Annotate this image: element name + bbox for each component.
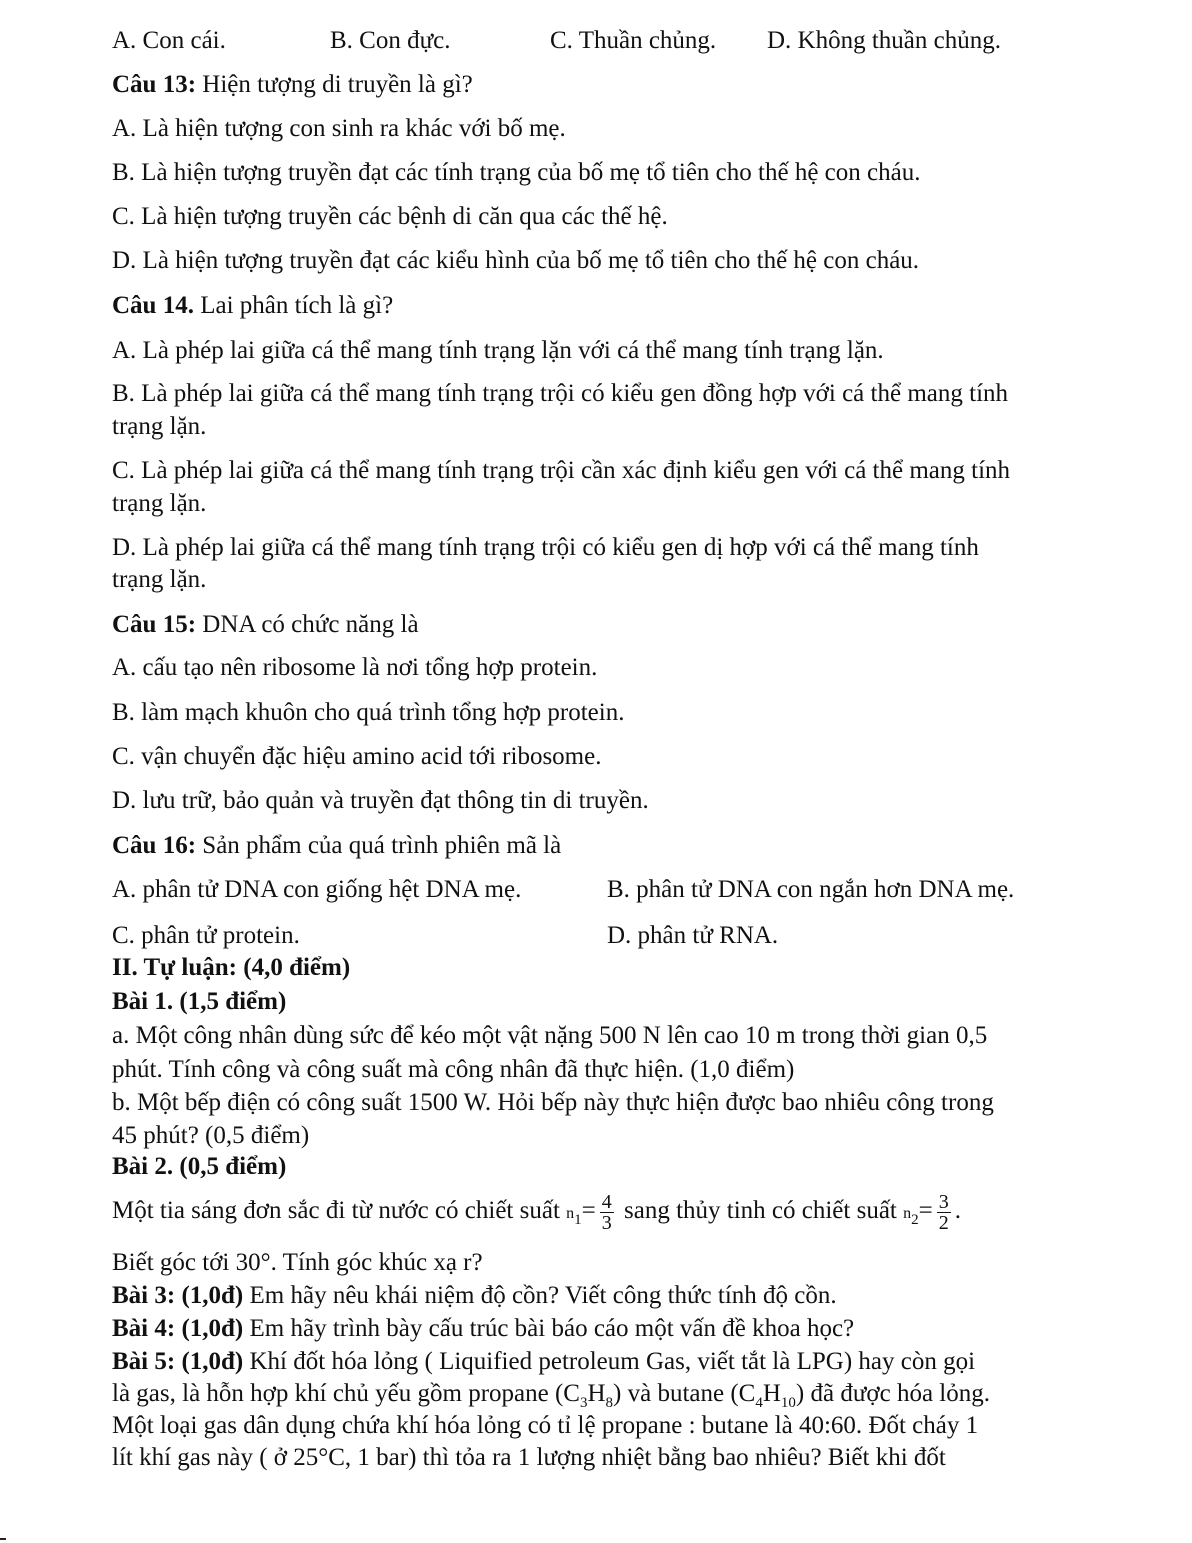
bai5-label: Bài 5: (1,0đ) — [112, 1348, 244, 1375]
bai3 — [112, 1281, 837, 1311]
bai5-text-2c: ) và butane (C — [613, 1380, 756, 1407]
n2-equals: = — [918, 1197, 933, 1224]
q12-option-c: C. Thuần chủng. — [550, 27, 717, 54]
q15-option-a: A. cấu tạo nên ribosome là nơi tổng hợp protein. — [112, 654, 598, 681]
bai5-line1 — [112, 1347, 975, 1377]
bai5-line4: lít khí gas này ( ở 25°C, 1 bar) thì tỏa ra 1 lượng nhiệt bằng bao nhiêu? Biết khi đốt — [112, 1444, 946, 1471]
q12-option-b: B. Con đực. — [330, 27, 451, 54]
q16-option-d: D. phân tử RNA. — [607, 922, 779, 949]
q13-option-d: D. Là hiện tượng truyền đạt các kiểu hình của bố mẹ tổ tiên cho thế hệ con cháu. — [112, 247, 920, 274]
part2-heading-text: II. Tự luận: (4,0 điểm) — [112, 954, 351, 981]
bai2-line2: Biết góc tới 30°. Tính góc khúc xạ r? — [112, 1249, 483, 1276]
q16-text: Sản phẩm của quá trình phiên mã là — [196, 832, 562, 859]
q13-text: Hiện tượng di truyền là gì? — [196, 71, 473, 98]
bai2-heading-text: Bài 2. (0,5 điểm) — [112, 1153, 287, 1180]
bai1-b-line1: b. Một bếp điện có công suất 1500 W. Hỏi bếp này thực hiện được bao nhiêu công trong — [112, 1089, 994, 1116]
n2-denominator: 2 — [938, 1211, 949, 1234]
q14-text: Lai phân tích là gì? — [193, 292, 394, 319]
n2-numerator: 3 — [938, 1190, 949, 1213]
butane-h-subscript: 10 — [780, 1395, 796, 1411]
q14-option-a: A. Là phép lai giữa cá thể mang tính trạng lặn với cá thể mang tính trạng lặn. — [112, 337, 884, 364]
q13-question — [112, 70, 473, 100]
q13-label: Câu 13: — [112, 71, 197, 98]
n1-subscript: 1 — [574, 1212, 582, 1228]
bai4 — [112, 1314, 854, 1344]
q15-option-c: C. vận chuyển đặc hiệu amino acid tới ribosome. — [112, 743, 602, 770]
bai1-heading — [112, 987, 286, 1017]
butane-c-subscript: 4 — [755, 1395, 763, 1411]
part2-heading — [112, 953, 350, 983]
q13-option-c: C. Là hiện tượng truyền các bệnh di căn qua các thế hệ. — [112, 203, 668, 230]
q14-option-b-line2: trạng lặn. — [112, 413, 207, 440]
bai3-text: Em hãy nêu khái niệm độ cồn? Viết công thức tính độ cồn. — [243, 1282, 837, 1309]
bai4-label: Bài 4: (1,0đ) — [112, 1315, 244, 1342]
bai1-a-line2: phút. Tính công và công suất mà công nhân đã thực hiện. (1,0 điểm) — [112, 1056, 795, 1083]
q16-option-a: A. phân tử DNA con giống hệt DNA mẹ. — [112, 876, 522, 903]
bai2-text-2: sang thủy tinh có chiết suất — [617, 1197, 904, 1224]
bai5-text-2a: là gas, là hỗn hợp khí chủ yếu gồm propane (C — [112, 1380, 580, 1407]
bai5-text-2e: ) đã được hóa lỏng. — [795, 1380, 991, 1407]
bai5-text-1: Khí đốt hóa lỏng ( Liquified petroleum Gas, viết tắt là LPG) hay còn gọi — [243, 1348, 976, 1375]
bai1-a-line1: a. Một công nhân dùng sức để kéo một vật nặng 500 N lên cao 10 m trong thời gian 0,5 — [112, 1022, 988, 1049]
q12-option-a: A. Con cái. — [112, 27, 226, 54]
q16-option-b: B. phân tử DNA con ngắn hơn DNA mẹ. — [607, 876, 1015, 903]
bai1-b-line2: 45 phút? (0,5 điểm) — [112, 1122, 310, 1149]
propane-h-subscript: 8 — [605, 1395, 614, 1411]
n1-numerator: 4 — [601, 1190, 612, 1213]
bai5-text-2b: H — [587, 1380, 606, 1407]
q16-option-c: C. phân tử protein. — [112, 922, 300, 949]
q14-option-d-line1: D. Là phép lai giữa cá thể mang tính trạng trội có kiểu gen dị hợp với cá thể mang tính — [112, 534, 979, 561]
q15-label: Câu 15: — [112, 611, 197, 638]
q12-option-d: D. Không thuần chủng. — [767, 27, 1001, 54]
q14-option-c-line1: C. Là phép lai giữa cá thể mang tính trạng trội cần xác định kiểu gen với cá thể mang tính — [112, 457, 1011, 484]
q15-question — [112, 610, 419, 640]
bai4-text: Em hãy trình bày cấu trúc bài báo cáo một vấn đề khoa học? — [243, 1315, 855, 1342]
q14-option-b-line1: B. Là phép lai giữa cá thể mang tính trạng trội có kiểu gen đồng hợp với cá thể mang tính — [112, 380, 1009, 407]
q16-question — [112, 831, 561, 861]
q14-option-c-line2: trạng lặn. — [112, 490, 207, 517]
q14-option-d-line2: trạng lặn. — [112, 566, 207, 593]
q15-text: DNA có chức năng là — [196, 611, 419, 638]
page-edge-mark — [0, 1538, 6, 1540]
bai1-heading-text: Bài 1. (1,5 điểm) — [112, 988, 287, 1015]
n1-variable: n — [566, 1205, 575, 1222]
bai2-line1 — [112, 1183, 961, 1248]
bai5-line3: Một loại gas dân dụng chứa khí hóa lỏng có tỉ lệ propane : butane là 40:60. Đốt cháy 1 — [112, 1412, 979, 1439]
q14-question — [112, 291, 393, 321]
q13-option-b: B. Là hiện tượng truyền đạt các tính trạng của bố mẹ tổ tiên cho thế hệ con cháu. — [112, 159, 921, 186]
bai5-text-2d: H — [762, 1380, 781, 1407]
q16-label: Câu 16: — [112, 832, 197, 859]
q13-option-a: A. Là hiện tượng con sinh ra khác với bố mẹ. — [112, 115, 566, 142]
bai2-heading — [112, 1152, 286, 1182]
q14-label: Câu 14. — [112, 292, 194, 319]
n1-fraction — [600, 1192, 614, 1233]
n1-equals: = — [581, 1197, 596, 1224]
propane-c-subscript: 3 — [579, 1395, 588, 1411]
n2-fraction — [937, 1192, 951, 1233]
q15-option-d: D. lưu trữ, bảo quản và truyền đạt thông tin di truyền. — [112, 787, 649, 814]
bai2-text-1: Một tia sáng đơn sắc đi từ nước có chiết suất — [112, 1197, 567, 1224]
n2-variable: n — [903, 1205, 912, 1222]
n1-denominator: 3 — [601, 1211, 612, 1234]
bai2-end-period: . — [954, 1197, 961, 1224]
q15-option-b: B. làm mạch khuôn cho quá trình tổng hợp protein. — [112, 699, 625, 726]
bai3-label: Bài 3: (1,0đ) — [112, 1282, 244, 1309]
n2-subscript: 2 — [911, 1212, 919, 1228]
